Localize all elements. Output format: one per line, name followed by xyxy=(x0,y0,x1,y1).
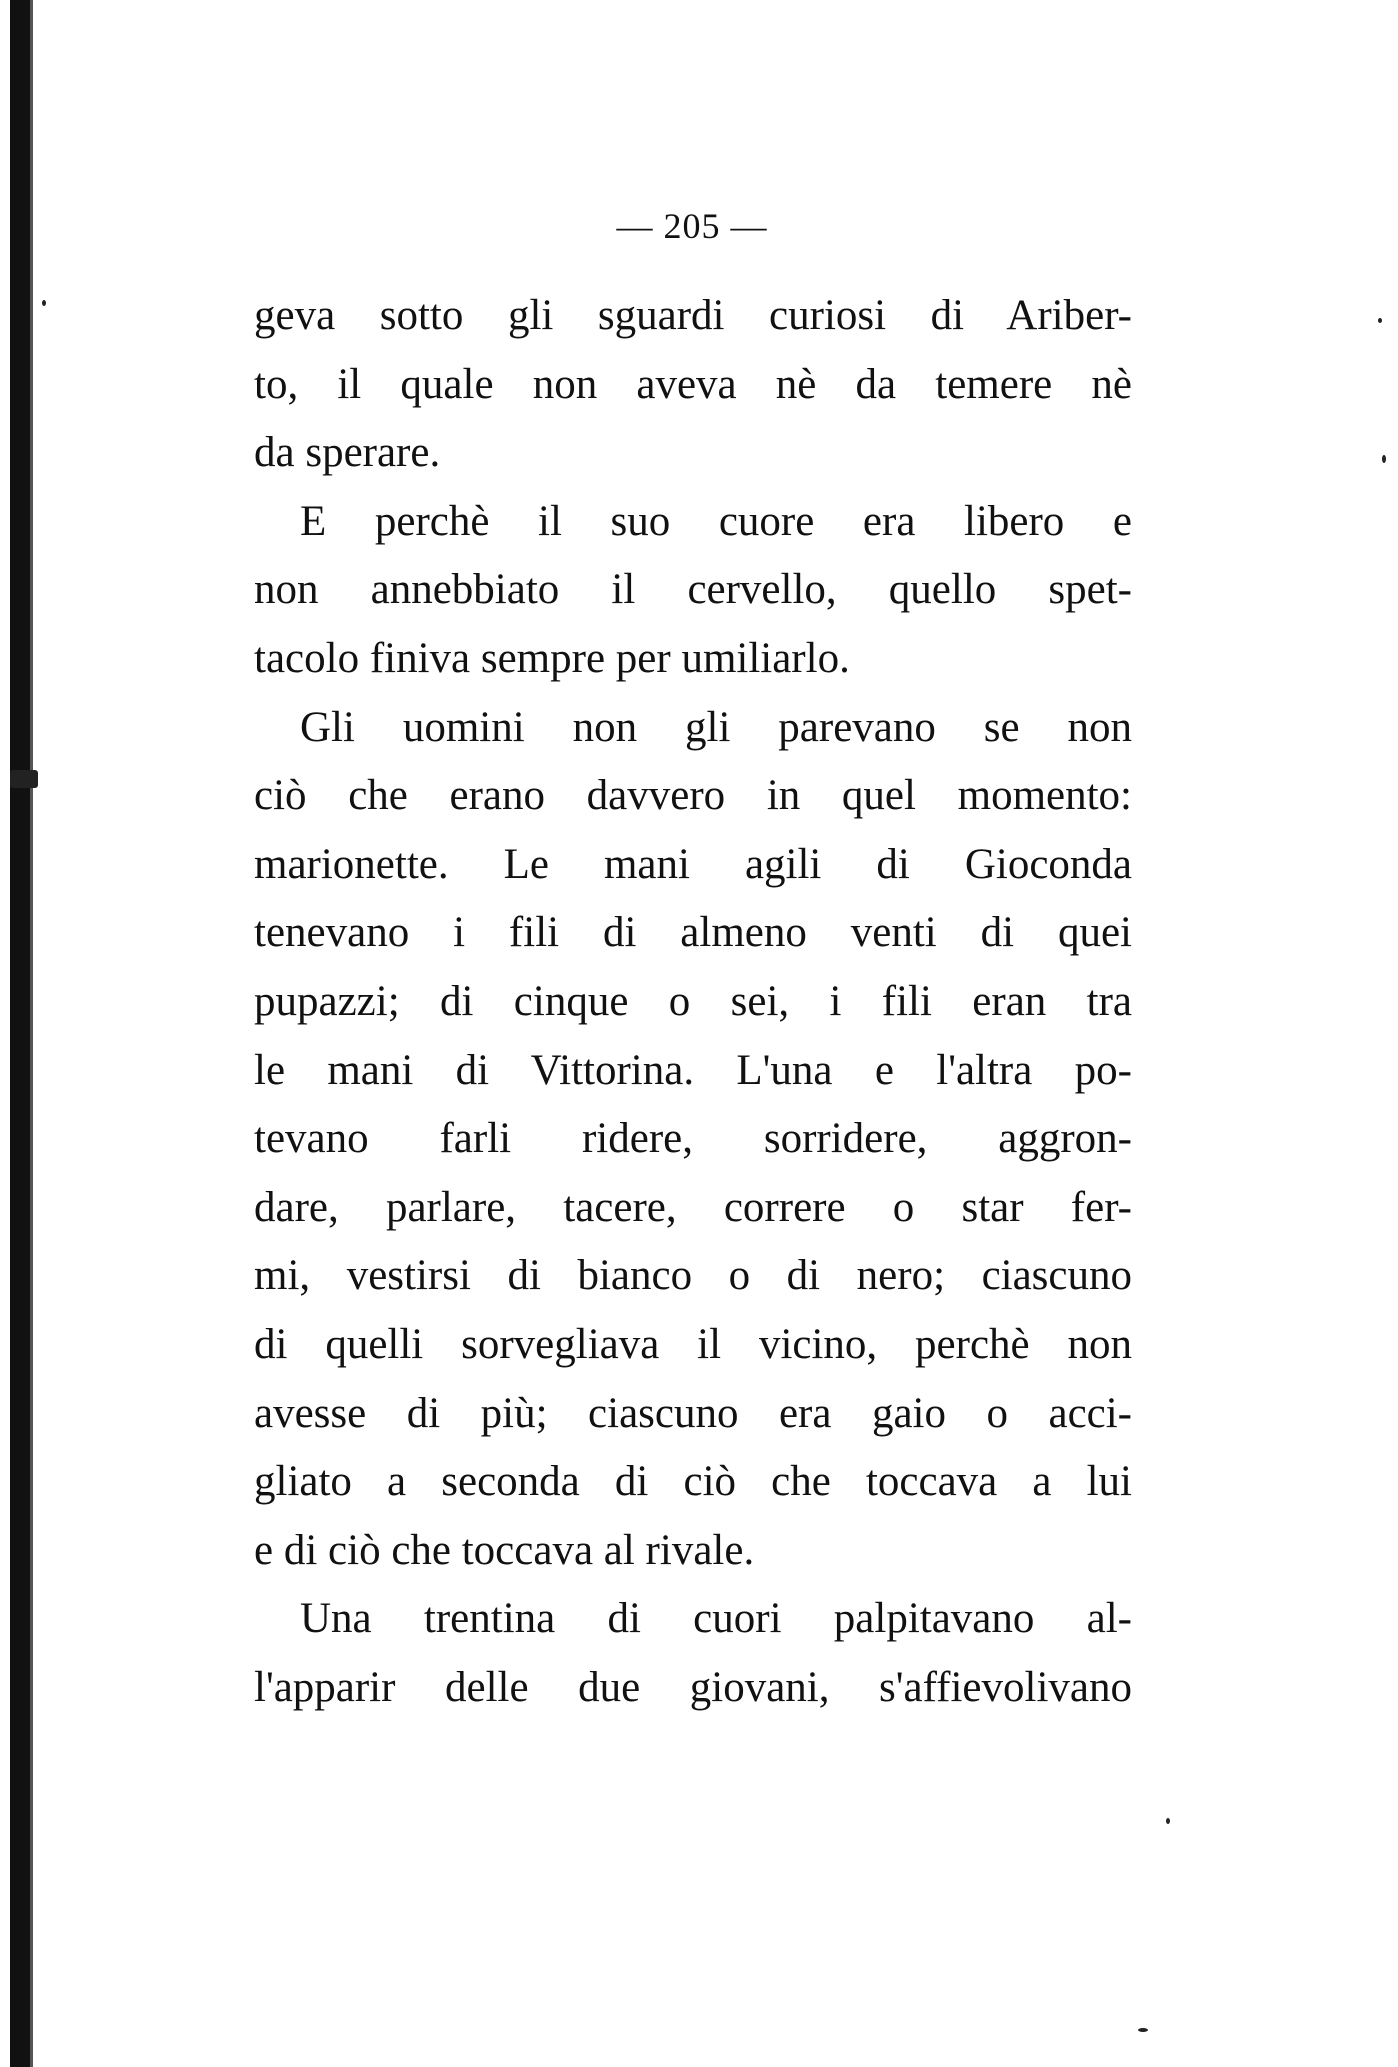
text-line: Gli uomini non gli parevano se non xyxy=(300,703,1132,751)
text-line: pupazzi; di cinque o sei, i fili eran tra xyxy=(254,977,1132,1025)
scan-speck xyxy=(10,770,38,788)
text-line: marionette. Le mani agili di Gioconda xyxy=(254,840,1132,888)
scan-binding-edge xyxy=(10,0,30,2067)
text-line: Una trentina di cuori palpitavano al- xyxy=(300,1595,1132,1643)
text-line: to, il quale non aveva nè da temere nè xyxy=(254,360,1132,408)
text-line: tacolo finiva sempre per umiliarlo. xyxy=(254,634,850,682)
text-line: tevano farli ridere, sorridere, aggron- xyxy=(254,1115,1132,1163)
scan-speck xyxy=(1166,1818,1170,1824)
text-line: e di ciò che toccava al rivale. xyxy=(254,1526,755,1574)
text-line: mi, vestirsi di bianco o di nero; ciascuno xyxy=(254,1252,1132,1300)
text-line: avesse di più; ciascuno era gaio o acci- xyxy=(254,1389,1132,1437)
page-number: — 205 — xyxy=(616,206,768,246)
text-line: non annebbiato il cervello, quello spet- xyxy=(254,566,1132,614)
text-line: E perchè il suo cuore era libero e xyxy=(300,497,1132,545)
scan-speck xyxy=(1382,455,1386,463)
text-line: dare, parlare, tacere, correre o star fer- xyxy=(254,1183,1132,1231)
body-text xyxy=(254,290,1132,1730)
text-line: ciò che erano davvero in quel momento: xyxy=(254,772,1132,820)
text-line: l'apparir delle due giovani, s'affievolivano xyxy=(254,1663,1132,1711)
text-line: di quelli sorvegliava il vicino, perchè non xyxy=(254,1320,1132,1368)
scan-speck xyxy=(42,300,46,306)
scan-speck xyxy=(1138,2028,1148,2032)
text-line: da sperare. xyxy=(254,429,441,477)
text-line: tenevano i fili di almeno venti di quei xyxy=(254,909,1132,957)
scan-binding-shadow xyxy=(30,0,33,2067)
scan-speck xyxy=(1378,318,1382,323)
text-line: geva sotto gli sguardi curiosi di Ariber- xyxy=(254,292,1132,339)
text-line: gliato a seconda di ciò che toccava a lui xyxy=(254,1458,1132,1506)
text-line: le mani di Vittorina. L'una e l'altra po- xyxy=(254,1046,1132,1094)
